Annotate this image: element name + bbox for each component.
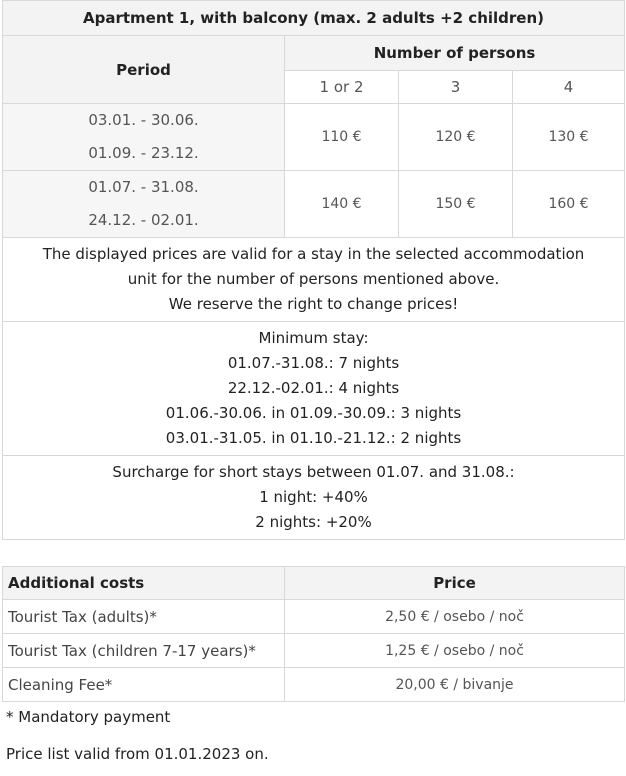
note-line: 2 nights: +20% <box>255 513 372 531</box>
note-line: 01.06.-30.06. in 01.09.-30.09.: 3 nights <box>165 404 462 422</box>
cost-price: 1,25 € / osebo / noč <box>285 634 625 668</box>
note-line: unit for the number of persons mentioned above. <box>127 270 500 288</box>
price-cell: 120 € <box>399 104 513 171</box>
surcharge-note <box>3 456 625 540</box>
cost-price: 2,50 € / osebo / noč <box>285 600 625 634</box>
period-header: Period <box>3 36 285 104</box>
price-table <box>2 0 625 540</box>
note-line: 22.12.-02.01.: 4 nights <box>227 379 400 397</box>
period-cell <box>3 104 285 171</box>
note-line: 01.07.-31.08.: 7 nights <box>227 354 400 372</box>
note-line: The displayed prices are valid for a stay in the selected accommodation <box>42 245 585 263</box>
cost-item: Tourist Tax (adults)* <box>3 600 285 634</box>
note-line: Minimum stay: <box>258 329 369 347</box>
costs-item-header: Additional costs <box>3 567 285 600</box>
period-cell <box>3 171 285 238</box>
mandatory-footnote: * Mandatory payment <box>6 708 171 726</box>
period-range: 24.12. - 02.01. <box>88 211 199 229</box>
persons-header: Number of persons <box>285 36 625 71</box>
persons-col-2: 3 <box>399 71 513 104</box>
table-row <box>3 104 625 171</box>
price-list-validity: Price list valid from 01.01.2023 on. <box>6 745 269 763</box>
price-cell: 160 € <box>513 171 625 238</box>
period-range: 03.01. - 30.06. <box>88 111 199 129</box>
persons-col-1: 1 or 2 <box>285 71 399 104</box>
table-title: Apartment 1, with balcony (max. 2 adults +2 children) <box>3 1 625 36</box>
table-row <box>3 600 625 634</box>
price-cell: 140 € <box>285 171 399 238</box>
note-line: 1 night: +40% <box>259 488 368 506</box>
additional-costs-table <box>2 566 625 702</box>
cost-price: 20,00 € / bivanje <box>285 668 625 702</box>
note-line: Surcharge for short stays between 01.07. and 31.08.: <box>112 463 515 481</box>
table-row <box>3 171 625 238</box>
price-cell: 110 € <box>285 104 399 171</box>
minimum-stay-note <box>3 322 625 456</box>
costs-price-header: Price <box>285 567 625 600</box>
persons-col-3: 4 <box>513 71 625 104</box>
cost-item: Cleaning Fee* <box>3 668 285 702</box>
price-cell: 130 € <box>513 104 625 171</box>
validity-note <box>3 238 625 322</box>
cost-item: Tourist Tax (children 7-17 years)* <box>3 634 285 668</box>
note-line: We reserve the right to change prices! <box>168 295 459 313</box>
note-line: 03.01.-31.05. in 01.10.-21.12.: 2 nights <box>165 429 462 447</box>
table-row <box>3 668 625 702</box>
period-range: 01.09. - 23.12. <box>88 144 199 162</box>
table-row <box>3 634 625 668</box>
price-cell: 150 € <box>399 171 513 238</box>
period-range: 01.07. - 31.08. <box>88 178 199 196</box>
